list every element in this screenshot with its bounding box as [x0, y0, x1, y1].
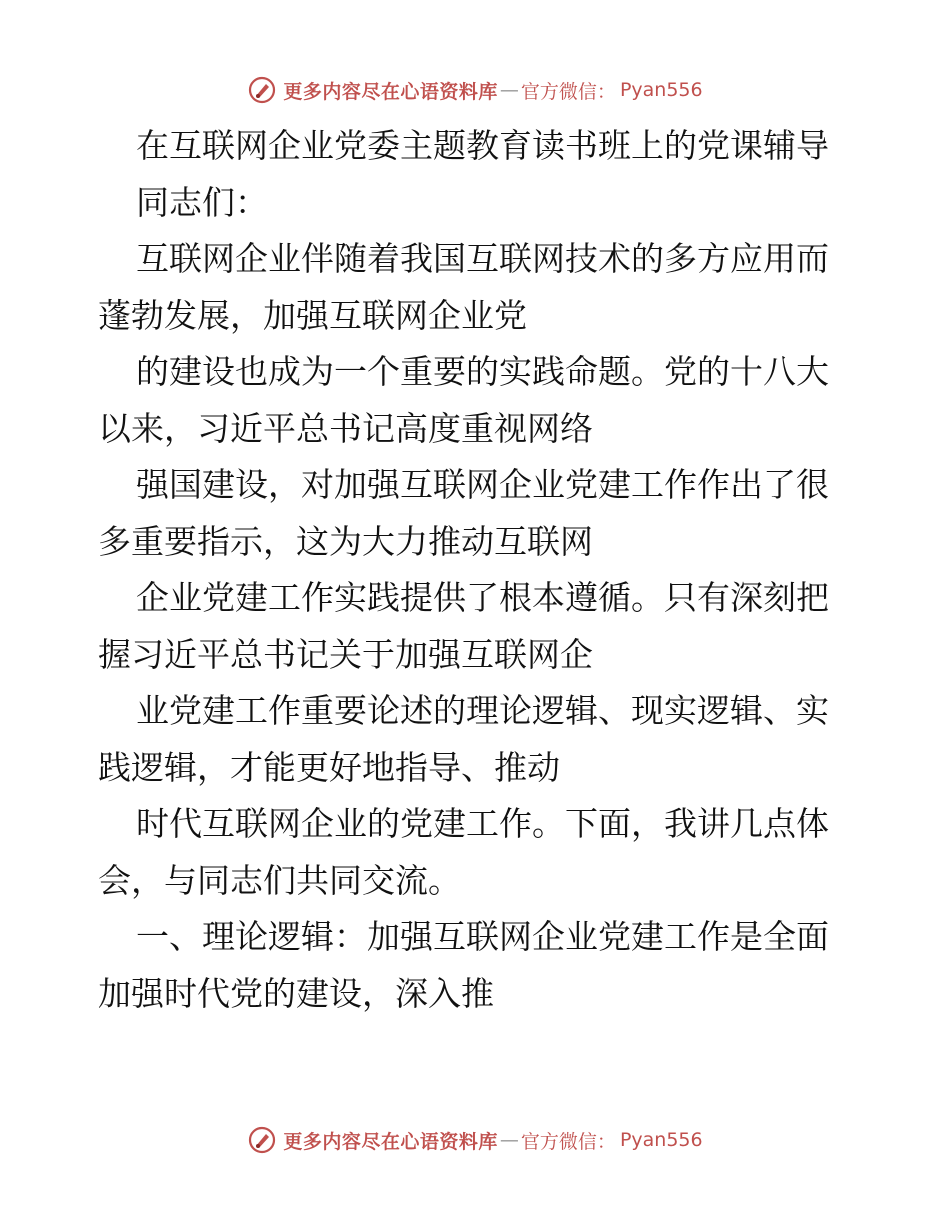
pen-circle-logo-icon	[247, 75, 277, 105]
document-title: 在互联网企业党委主题教育读书班上的党课辅导	[136, 126, 829, 165]
header-banner	[0, 70, 950, 110]
banner-separator: —	[499, 1129, 519, 1151]
banner-wechat-label: 官方微信：	[520, 80, 616, 103]
banner-separator: —	[499, 79, 519, 101]
banner-main-text: 更多内容尽在心语资料库	[283, 1130, 498, 1153]
pen-circle-logo-icon	[247, 1125, 277, 1155]
banner-wechat-id: Pyan556	[619, 1129, 703, 1151]
footer-banner	[0, 1120, 950, 1160]
banner-wechat-id: Pyan556	[619, 79, 703, 101]
banner-wechat-label: 官方微信：	[520, 1130, 616, 1153]
paragraph-4: 企业党建工作实践提供了根本遵循。只有深刻把握习近平总书记关于加强互联网企	[98, 578, 829, 674]
paragraph-1: 互联网企业伴随着我国互联网技术的多方应用而蓬勃发展，加强互联网企业党	[98, 239, 829, 335]
paragraph-2: 的建设也成为一个重要的实践命题。党的十八大以来，习近平总书记高度重视网络	[98, 352, 829, 448]
paragraph-3: 强国建设，对加强互联网企业党建工作作出了很多重要指示，这为大力推动互联网	[98, 465, 829, 561]
greeting: 同志们：	[136, 182, 268, 222]
paragraph-6: 时代互联网企业的党建工作。下面，我讲几点体会，与同志们共同交流。	[98, 804, 829, 900]
banner-main-text: 更多内容尽在心语资料库	[283, 80, 498, 103]
document-body	[98, 118, 858, 1022]
section-heading: 一、理论逻辑：加强互联网企业党建工作是全面加强时代党的建设，深入推	[98, 917, 829, 1013]
paragraph-5: 业党建工作重要论述的理论逻辑、现实逻辑、实践逻辑，才能更好地指导、推动	[98, 691, 829, 787]
